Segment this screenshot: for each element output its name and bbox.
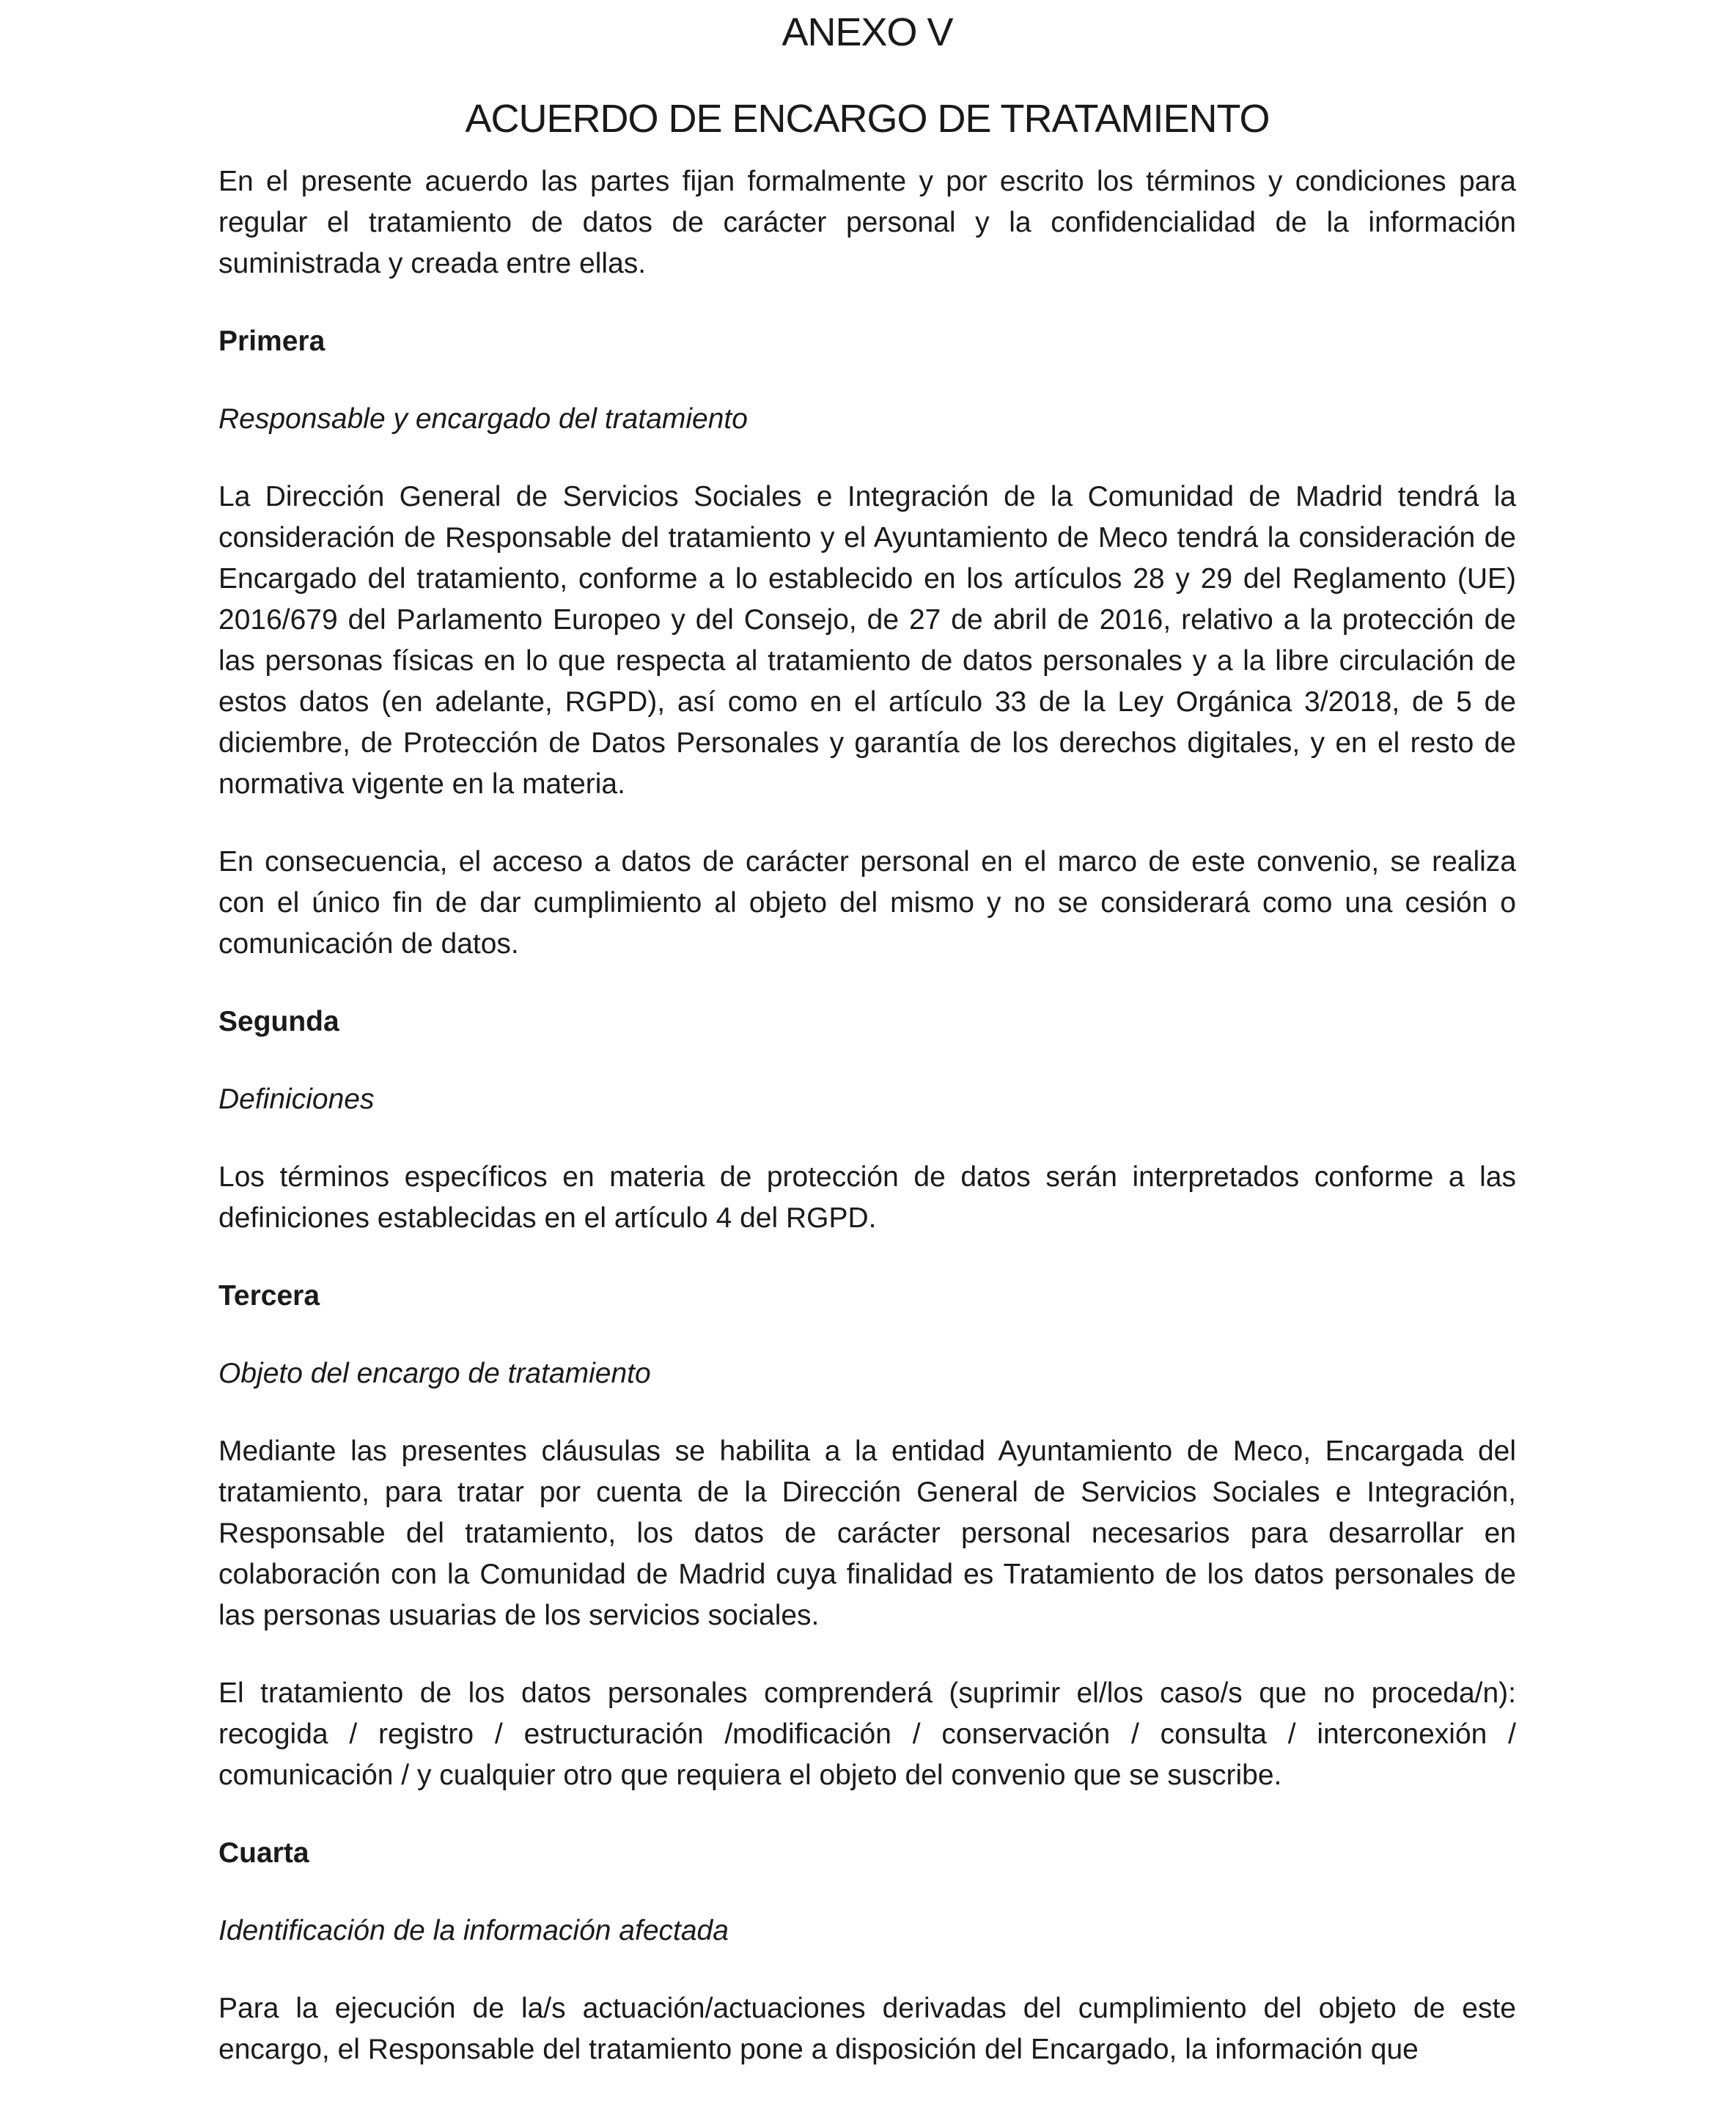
- section-tercera: [218, 1276, 1516, 1796]
- document-title: ANEXO V: [781, 10, 953, 54]
- section-paragraph: Los términos específicos en materia de protección de datos serán interpretados conforme a las definiciones establecidas en el artículo 4 del RGPD.: [218, 1161, 1516, 1234]
- section-paragraph: El tratamiento de los datos personales comprenderá (suprimir el/los caso/s que no proceda/n): recogida / registro / estructuración /modificación / conservación / consulta / interconexión / comunicación / y cualquier otro que requiera el objeto del convenio que se suscribe.: [218, 1677, 1516, 1791]
- section-subheading: Objeto del encargo de tratamiento: [218, 1358, 651, 1389]
- section-subheading: Responsable y encargado del tratamiento: [218, 403, 748, 435]
- section-heading: Primera: [218, 326, 326, 357]
- section-heading: Tercera: [218, 1280, 320, 1312]
- section-subheading: Definiciones: [218, 1084, 375, 1115]
- section-paragraph: Para la ejecución de la/s actuación/actuaciones derivadas del cumplimiento del objeto de este encargo, el Responsable del tratamiento pone a disposición del Encargado, la información que: [218, 1993, 1516, 2065]
- section-subheading: Identificación de la información afectada: [218, 1915, 729, 1946]
- section-heading: Cuarta: [218, 1837, 309, 1869]
- document-page: [218, 0, 1516, 2106]
- section-paragraph: En consecuencia, el acceso a datos de carácter personal en el marco de este convenio, se realiza con el único fin de dar cumplimiento al objeto del mismo y no se considerará como una cesión o comunicación de datos.: [218, 846, 1516, 960]
- document-body: [218, 161, 1516, 2107]
- section-primera: [218, 321, 1516, 965]
- section-paragraph: Mediante las presentes cláusulas se habilita a la entidad Ayuntamiento de Meco, Encargada del tratamiento, para tratar por cuenta de la Dirección General de Servicios Sociales e Integración, Responsable del tratamiento, los datos de carácter personal necesarios para desarrollar en colaboración con la Comunidad de Madrid cuya finalidad es Tratamiento de los datos personales de las personas usuarias de los servicios sociales.: [218, 1435, 1516, 1631]
- section-segunda: [218, 1001, 1516, 1239]
- intro-paragraph: En el presente acuerdo las partes fijan formalmente y por escrito los términos y condiciones para regular el tratamiento de datos de carácter personal y la confidencialidad de la información suministrada y creada entre ellas.: [218, 166, 1516, 279]
- section-paragraph: La Dirección General de Servicios Sociales e Integración de la Comunidad de Madrid tendrá la consideración de Responsable del tratamiento y el Ayuntamiento de Meco tendrá la consideración de Encargado del tratamiento, conforme a lo establecido en los artículos 28 y 29 del Reglamento (UE) 2016/679 del Parlamento Europeo y del Consejo, de 27 de abril de 2016, relativo a la protección de las personas físicas en lo que respecta al tratamiento de datos personales y a la libre circulación de estos datos (en adelante, RGPD), así como en el artículo 33 de la Ley Orgánica 3/2018, de 5 de diciembre, de Protección de Datos Personales y garantía de los derechos digitales, y en el resto de normativa vigente en la materia.: [218, 481, 1516, 800]
- section-heading: Segunda: [218, 1006, 339, 1037]
- section-cuarta: [218, 1833, 1516, 2070]
- document-subtitle: ACUERDO DE ENCARGO DE TRATAMIENTO: [465, 97, 1270, 141]
